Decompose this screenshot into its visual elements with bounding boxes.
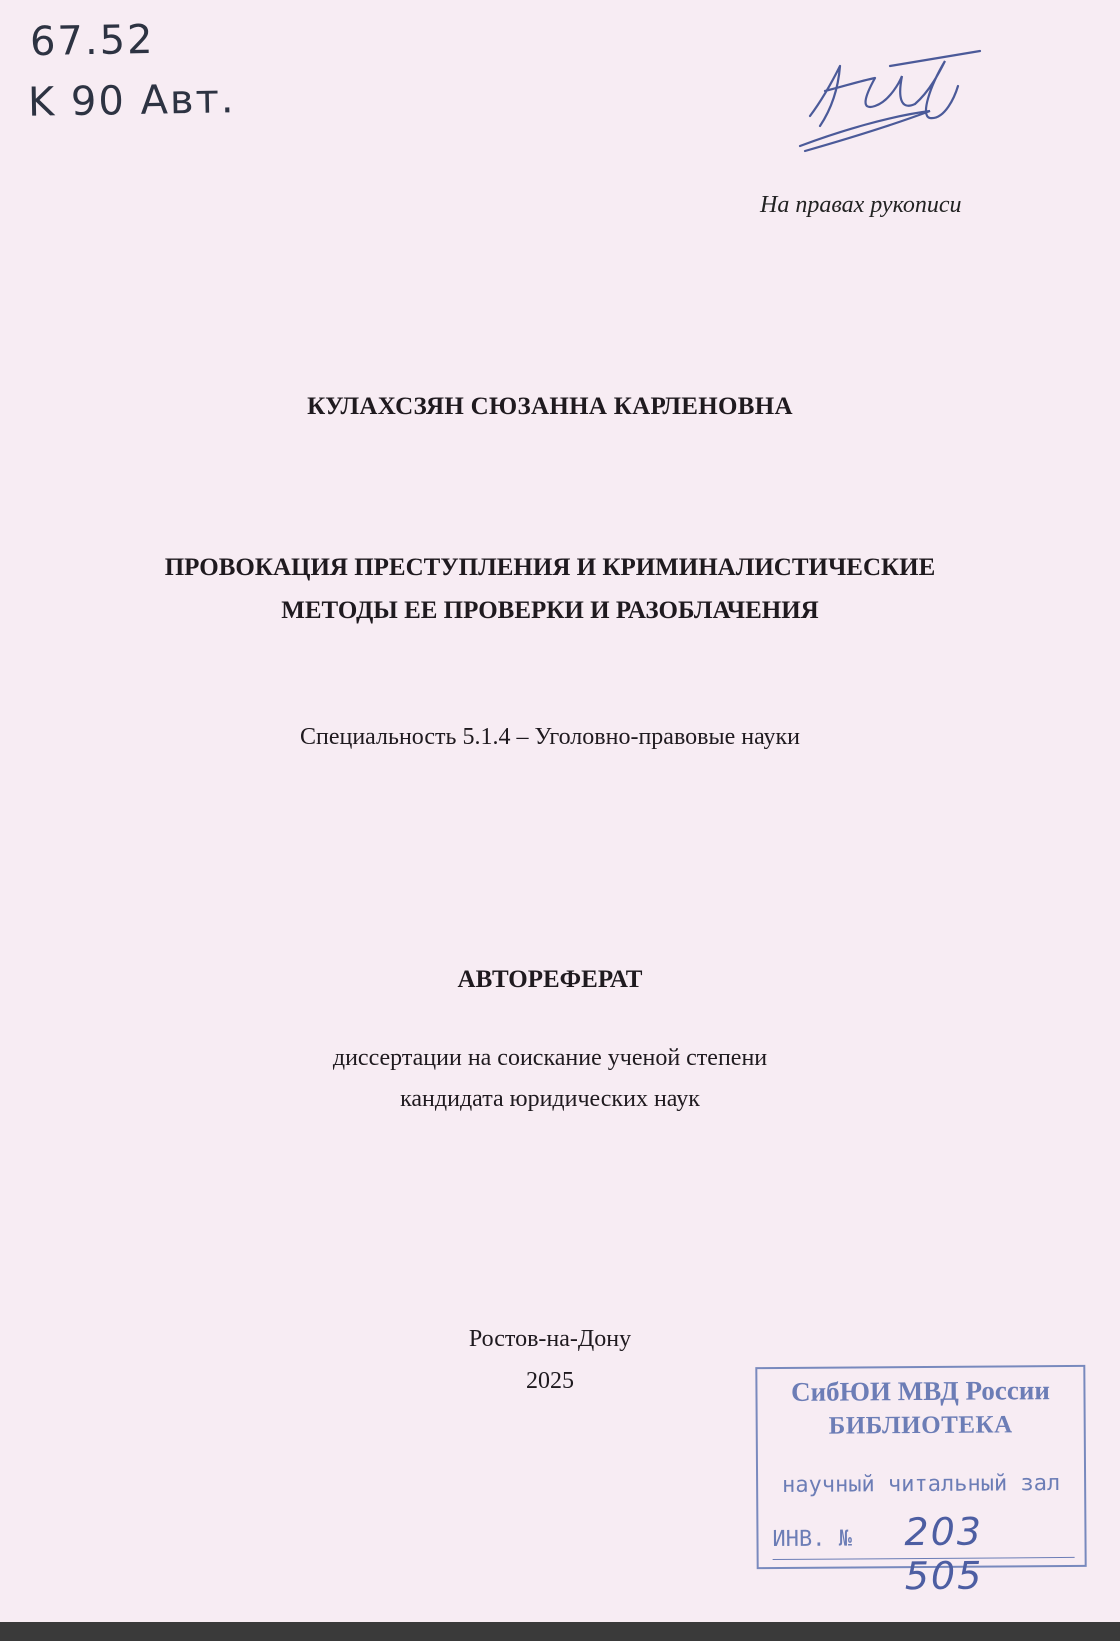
- document-type: АВТОРЕФЕРАТ: [457, 966, 643, 993]
- purpose-line-1: диссертации на соискание ученой степени: [332, 1045, 768, 1071]
- purpose-line-2: кандидата юридических наук: [400, 1086, 700, 1112]
- dissertation-title-line-2: МЕТОДЫ ЕЕ ПРОВЕРКИ И РАЗОБЛАЧЕНИЯ: [281, 597, 819, 624]
- stamp-organization: СибЮИ МВД России: [790, 1375, 1051, 1407]
- handwritten-shelf-code: 67.52: [29, 16, 155, 66]
- manuscript-rights-note: На правах рукописи: [760, 192, 962, 218]
- scan-edge: [0, 1622, 1120, 1641]
- signature-icon: [780, 36, 1010, 166]
- specialty: Специальность 5.1.4 – Уголовно-правовые науки: [299, 724, 800, 750]
- stamp-inventory-number: 203 505: [904, 1509, 984, 1599]
- library-stamp: [755, 1365, 1086, 1599]
- stamp-inventory-row: [772, 1509, 1074, 1599]
- handwritten-catalog-code: K 90 Aвт.: [27, 76, 236, 126]
- stamp-reading-room: научный читальный зал: [781, 1471, 1061, 1498]
- imprint-year: 2025: [526, 1368, 574, 1394]
- imprint-city: Ростов-на-Дону: [468, 1326, 632, 1352]
- dissertation-title-line-1: ПРОВОКАЦИЯ ПРЕСТУПЛЕНИЯ И КРИМИНАЛИСТИЧЕСКИЕ: [164, 554, 936, 581]
- author-name: КУЛАХСЗЯН СЮЗАННА КАРЛЕНОВНА: [307, 393, 793, 420]
- stamp-library: БИБЛИОТЕКА: [828, 1411, 1013, 1440]
- stamp-inventory-label: ИНВ. №: [772, 1526, 853, 1553]
